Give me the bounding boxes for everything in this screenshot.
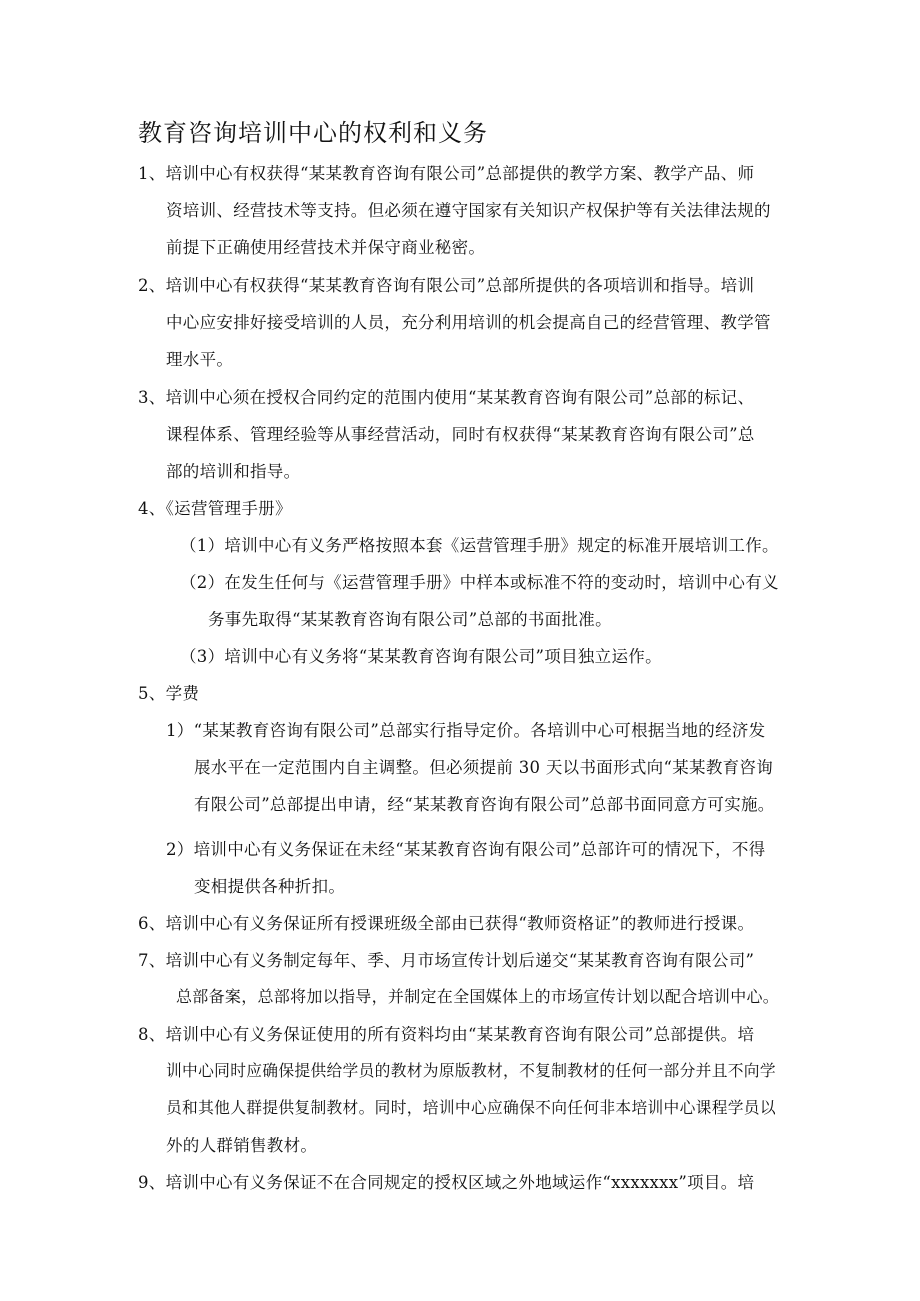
section-5-item-1-line-2: 展水平在一定范围内自主调整。但必须提前 30 天以书面形式向“某某教育咨询: [194, 758, 774, 777]
section-4-item-2-line-1: （2）在发生任何与《运营管理手册》中样本或标准不符的变动时，培训中心有义: [180, 573, 779, 592]
paragraph-3-line-1: 3、培训中心须在授权合同约定的范围内使用“某某教育咨询有限公司”总部的标记、: [138, 388, 755, 407]
paragraph-1-line-3: 前提下正确使用经营技术并保守商业秘密。: [166, 238, 486, 257]
paragraph-2-line-2: 中心应安排好接受培训的人员，充分利用培训的机会提高自己的经营管理、教学管: [166, 313, 771, 332]
document-title: 教育咨询培训中心的权利和义务: [138, 119, 488, 147]
section-4-item-3: （3）培训中心有义务将“某某教育咨询有限公司”项目独立运作。: [180, 647, 662, 666]
section-5-heading: 5、学费: [138, 684, 200, 703]
section-5-item-1-line-1: 1）“某某教育咨询有限公司”总部实行指导定价。各培训中心可根据当地的经济发: [166, 721, 766, 740]
paragraph-8-line-2: 训中心同时应确保提供给学员的教材为原版教材，不复制教材的任何一部分并且不向学: [166, 1061, 776, 1080]
section-5-item-2-line-2: 变相提供各种折扣。: [194, 877, 346, 896]
paragraph-8-line-1: 8、培训中心有义务保证使用的所有资料均由“某某教育咨询有限公司”总部提供。培: [138, 1025, 755, 1044]
paragraph-8-line-4: 外的人群销售教材。: [166, 1136, 318, 1155]
paragraph-2-line-1: 2、培训中心有权获得“某某教育咨询有限公司”总部所提供的各项培训和指导。培训: [138, 276, 755, 295]
section-4-item-1: （1）培训中心有义务严格按照本套《运营管理手册》规定的标准开展培训工作。: [180, 536, 779, 555]
paragraph-7-line-1: 7、培训中心有义务制定每年、季、月市场宣传计划后递交“某某教育咨询有限公司”: [138, 951, 755, 970]
paragraph-1-line-1: 1、培训中心有权获得“某某教育咨询有限公司”总部提供的教学方案、教学产品、师: [138, 164, 755, 183]
paragraph-3-line-3: 部的培训和指导。: [166, 462, 301, 481]
paragraph-9-line-1: 9、培训中心有义务保证不在合同规定的授权区域之外地域运作“xxxxxxx”项目。培: [138, 1173, 755, 1192]
section-4-heading: 4、《运营管理手册》: [138, 499, 292, 518]
paragraph-7-line-2: 总部备案，总部将加以指导，并制定在全国媒体上的市场宣传计划以配合培训中心。: [176, 987, 780, 1006]
section-5-item-2-line-1: 2）培训中心有义务保证在未经“某某教育咨询有限公司”总部许可的情况下，不得: [166, 840, 766, 859]
section-4-item-2-line-2: 务事先取得“某某教育咨询有限公司”总部的书面批准。: [208, 610, 612, 629]
paragraph-2-line-3: 理水平。: [166, 350, 234, 369]
paragraph-3-line-2: 课程体系、管理经验等从事经营活动，同时有权获得“某某教育咨询有限公司”总: [166, 425, 755, 444]
section-5-item-1-line-3: 有限公司”总部提出申请，经“某某教育咨询有限公司”总部书面同意方可实施。: [194, 795, 775, 814]
paragraph-6: 6、培训中心有义务保证所有授课班级全部由已获得“教师资格证”的教师进行授课。: [138, 914, 755, 933]
paragraph-1-line-2: 资培训、经营技术等支持。但必须在遵守国家有关知识产权保护等有关法律法规的: [166, 201, 771, 220]
paragraph-8-line-3: 员和其他人群提供复制教材。同时，培训中心应确保不向任何非本培训中心课程学员以: [166, 1098, 776, 1117]
